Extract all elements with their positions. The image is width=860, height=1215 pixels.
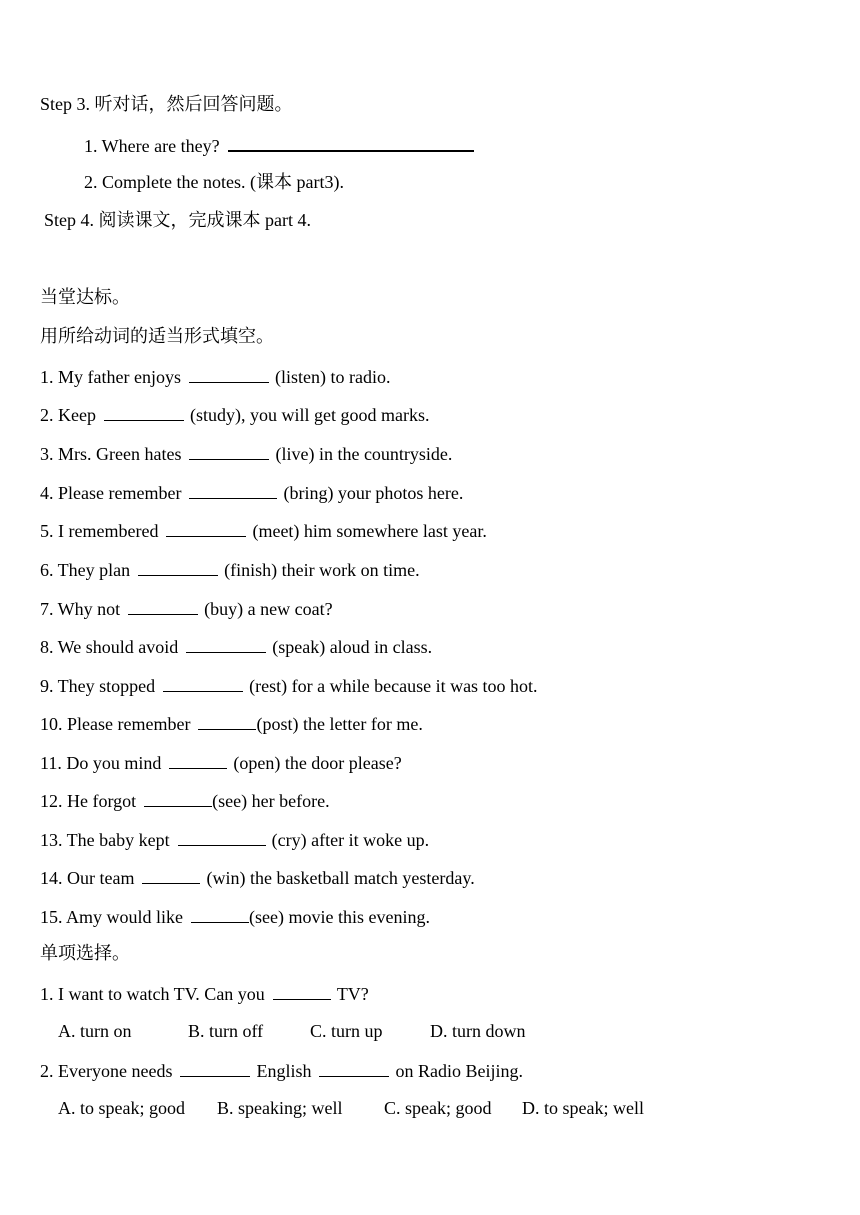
answer-blank[interactable] [163,673,243,692]
item-prefix: 9. They stopped [40,676,156,696]
question-middle: English [256,1061,312,1081]
item-suffix: (open) the door please? [233,753,402,773]
answer-blank[interactable] [189,441,269,460]
item-suffix: (see) movie this evening. [249,907,430,927]
answer-blank[interactable] [189,480,277,499]
choice-2-options [58,1097,644,1119]
answer-blank[interactable] [128,596,198,615]
choice-question-1 [40,981,369,1005]
answer-blank[interactable] [169,750,227,769]
item-suffix: (live) in the countryside. [275,444,453,464]
choice-1-options [58,1020,526,1042]
practice-instruction: 用所给动词的适当形式填空。 [40,326,274,346]
answer-blank[interactable] [198,711,256,730]
item-prefix: 5. I remembered [40,521,159,541]
item-suffix: (cry) after it woke up. [271,830,430,850]
practice-item-3 [40,441,452,465]
choice-question-2 [40,1058,523,1082]
practice-item-1 [40,364,390,388]
option-d[interactable]: D. to speak; well [522,1098,644,1118]
choice-heading: 单项选择。 [40,943,130,963]
answer-blank[interactable] [104,402,184,421]
answer-blank[interactable] [186,634,266,653]
answer-blank[interactable] [144,788,212,807]
item-prefix: 10. Please remember [40,714,191,734]
item-suffix: (meet) him somewhere last year. [252,521,487,541]
practice-item-5 [40,518,487,542]
practice-item-12 [40,788,330,812]
item-suffix: (rest) for a while because it was too hot. [249,676,538,696]
step3-title: Step 3. 听对话，然后回答问题。 [40,94,293,114]
answer-blank[interactable] [228,132,474,152]
option-d[interactable]: D. turn down [430,1021,526,1041]
answer-blank[interactable] [166,518,246,537]
question-suffix: TV? [336,984,369,1004]
item-prefix: 14. Our team [40,868,135,888]
practice-item-2 [40,402,429,426]
answer-blank[interactable] [178,827,266,846]
item-prefix: 12. He forgot [40,791,137,811]
answer-blank[interactable] [138,557,218,576]
question-suffix: on Radio Beijing. [395,1061,523,1081]
practice-item-7 [40,596,333,620]
step3-question-1 [84,132,480,157]
item-suffix: (speak) aloud in class. [272,637,433,657]
item-prefix: 2. Keep [40,405,96,425]
practice-item-9 [40,673,538,697]
answer-blank[interactable] [273,981,331,1000]
practice-item-6 [40,557,420,581]
item-prefix: 4. Please remember [40,483,182,503]
item-suffix: (see) her before. [212,791,330,811]
item-prefix: 11. Do you mind [40,753,162,773]
practice-item-15 [40,904,430,928]
option-b[interactable]: B. speaking; well [217,1098,343,1118]
option-a[interactable]: A. turn on [58,1021,132,1041]
practice-item-4 [40,480,463,504]
item-suffix: (listen) to radio. [274,367,391,387]
item-suffix: (bring) your photos here. [283,483,464,503]
item-prefix: 3. Mrs. Green hates [40,444,182,464]
practice-item-11 [40,750,402,774]
item-suffix: (finish) their work on time. [224,560,420,580]
answer-blank[interactable] [319,1058,389,1077]
practice-item-14 [40,865,475,889]
question-prefix: 2. Everyone needs [40,1061,173,1081]
practice-item-8 [40,634,432,658]
item-prefix: 7. Why not [40,599,121,619]
item-suffix: (buy) a new coat? [204,599,333,619]
answer-blank[interactable] [180,1058,250,1077]
option-c[interactable]: C. speak; good [384,1098,492,1118]
item-prefix: 6. They plan [40,560,131,580]
option-a[interactable]: A. to speak; good [58,1098,185,1118]
step3-question-2: 2. Complete the notes. (课本 part3). [84,172,344,192]
item-prefix: 8. We should avoid [40,637,179,657]
step4-title: Step 4. 阅读课文，完成课本 part 4. [44,210,311,230]
question-text: 1. Where are they? [84,136,220,156]
option-b[interactable]: B. turn off [188,1021,264,1041]
question-prefix: 1. I want to watch TV. Can you [40,984,265,1004]
item-suffix: (win) the basketball match yesterday. [206,868,475,888]
item-prefix: 1. My father enjoys [40,367,181,387]
practice-item-13 [40,827,429,851]
practice-item-10 [40,711,423,735]
item-suffix: (post) the letter for me. [256,714,423,734]
answer-blank[interactable] [191,904,249,923]
answer-blank[interactable] [189,364,269,383]
answer-blank[interactable] [142,865,200,884]
item-prefix: 15. Amy would like [40,907,183,927]
item-suffix: (study), you will get good marks. [189,405,430,425]
item-prefix: 13. The baby kept [40,830,170,850]
option-c[interactable]: C. turn up [310,1021,383,1041]
practice-heading: 当堂达标。 [40,287,130,307]
